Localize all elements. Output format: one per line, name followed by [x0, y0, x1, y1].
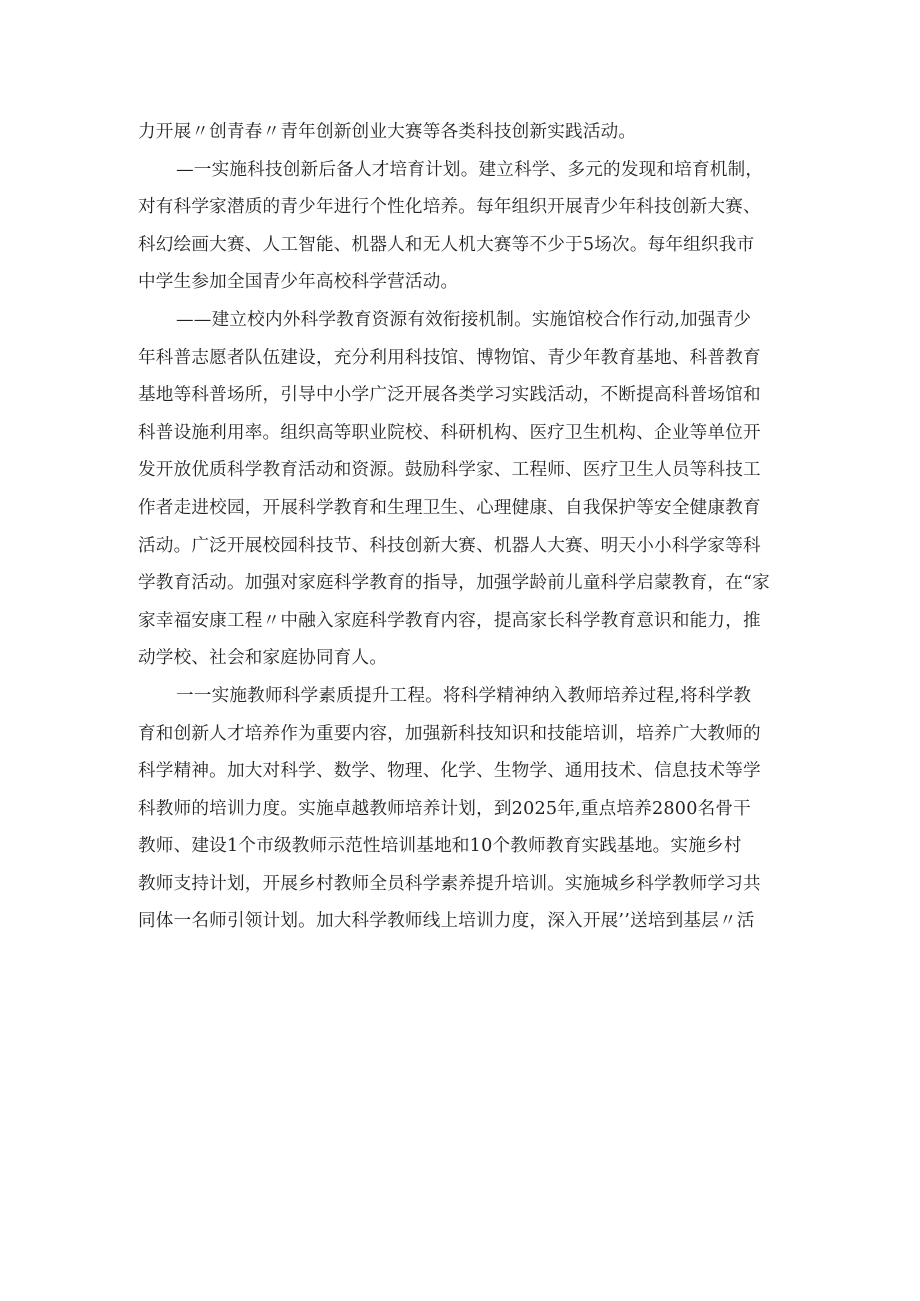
- text-line: 活动。广泛开展校园科技节、科技创新大赛、机器人大赛、明天小小科学家等科: [138, 535, 761, 556]
- text-line: 科普设施利用率。组织高等职业院校、科研机构、医疗卫生机构、企业等单位开: [138, 422, 761, 443]
- text-line: 同体一名师引领计划。加大科学教师线上培训力度，深入开展’’送培到基层〃活: [138, 911, 755, 932]
- text-line: 学教育活动。加强对家庭科学教育的指导，加强学龄前儿童科学启蒙教育，在“家: [138, 573, 770, 594]
- text-line: 育和创新人才培养作为重要内容，加强新科技知识和技能培训，培养广大教师的: [138, 723, 761, 744]
- text-line: 教师支持计划，开展乡村教师全员科学素养提升培训。实施城乡科学教师学习共: [138, 873, 761, 894]
- text-line: 对有科学家潜质的青少年进行个性化培养。每年组织开展青少年科技创新大赛、: [138, 197, 761, 218]
- text-line: 家幸福安康工程〃中融入家庭科学教育内容，提高家长科学教育意识和能力，推: [138, 610, 761, 631]
- text-line: 年科普志愿者队伍建设，充分利用科技馆、博物馆、青少年教育基地、科普教育: [138, 347, 761, 368]
- text-line: 教师、建设1个市级教师示范性培训基地和10个教师教育实践基地。实施乡村: [138, 836, 742, 857]
- text-line: 力开展〃创青春〃青年创新创业大赛等各类科技创新实践活动。: [138, 122, 637, 142]
- paragraph-first-line: 一一实施教师科学素质提升工程。将科学精神纳入教师培养过程,将科学教: [176, 685, 752, 706]
- text-line: 科幻绘画大赛、人工智能、机器人和无人机大赛等不少于5场次。每年组织我市: [138, 234, 755, 255]
- text-line: 基地等科普场所，引导中小学广泛开展各类学习实践活动，不断提高科普场馆和: [138, 385, 761, 406]
- paragraph-first-line: ——建立校内外科学教育资源有效衔接机制。实施馆校合作行动,加强青少: [176, 309, 752, 330]
- text-line: 科学精神。加大对科学、数学、物理、化学、生物学、通用技术、信息技术等学: [138, 761, 761, 782]
- text-line: 动学校、社会和家庭协同育人。: [138, 648, 388, 669]
- text-line: 中学生参加全国青少年高校科学营活动。: [138, 272, 459, 293]
- document-body: [138, 114, 798, 941]
- text-line: 作者走进校园，开展科学教育和生理卫生、心理健康、自我保护等安全健康教育: [138, 497, 761, 518]
- text-line: 科教师的培训力度。实施卓越教师培养计划，到2025年,重点培养2800名骨干: [138, 798, 751, 819]
- text-line: 发开放优质科学教育活动和资源。鼓励科学家、工程师、医疗卫生人员等科技工: [138, 460, 761, 481]
- paragraph-first-line: —一实施科技创新后备人才培育计划。建立科学、多元的发现和培育机制，: [176, 159, 764, 180]
